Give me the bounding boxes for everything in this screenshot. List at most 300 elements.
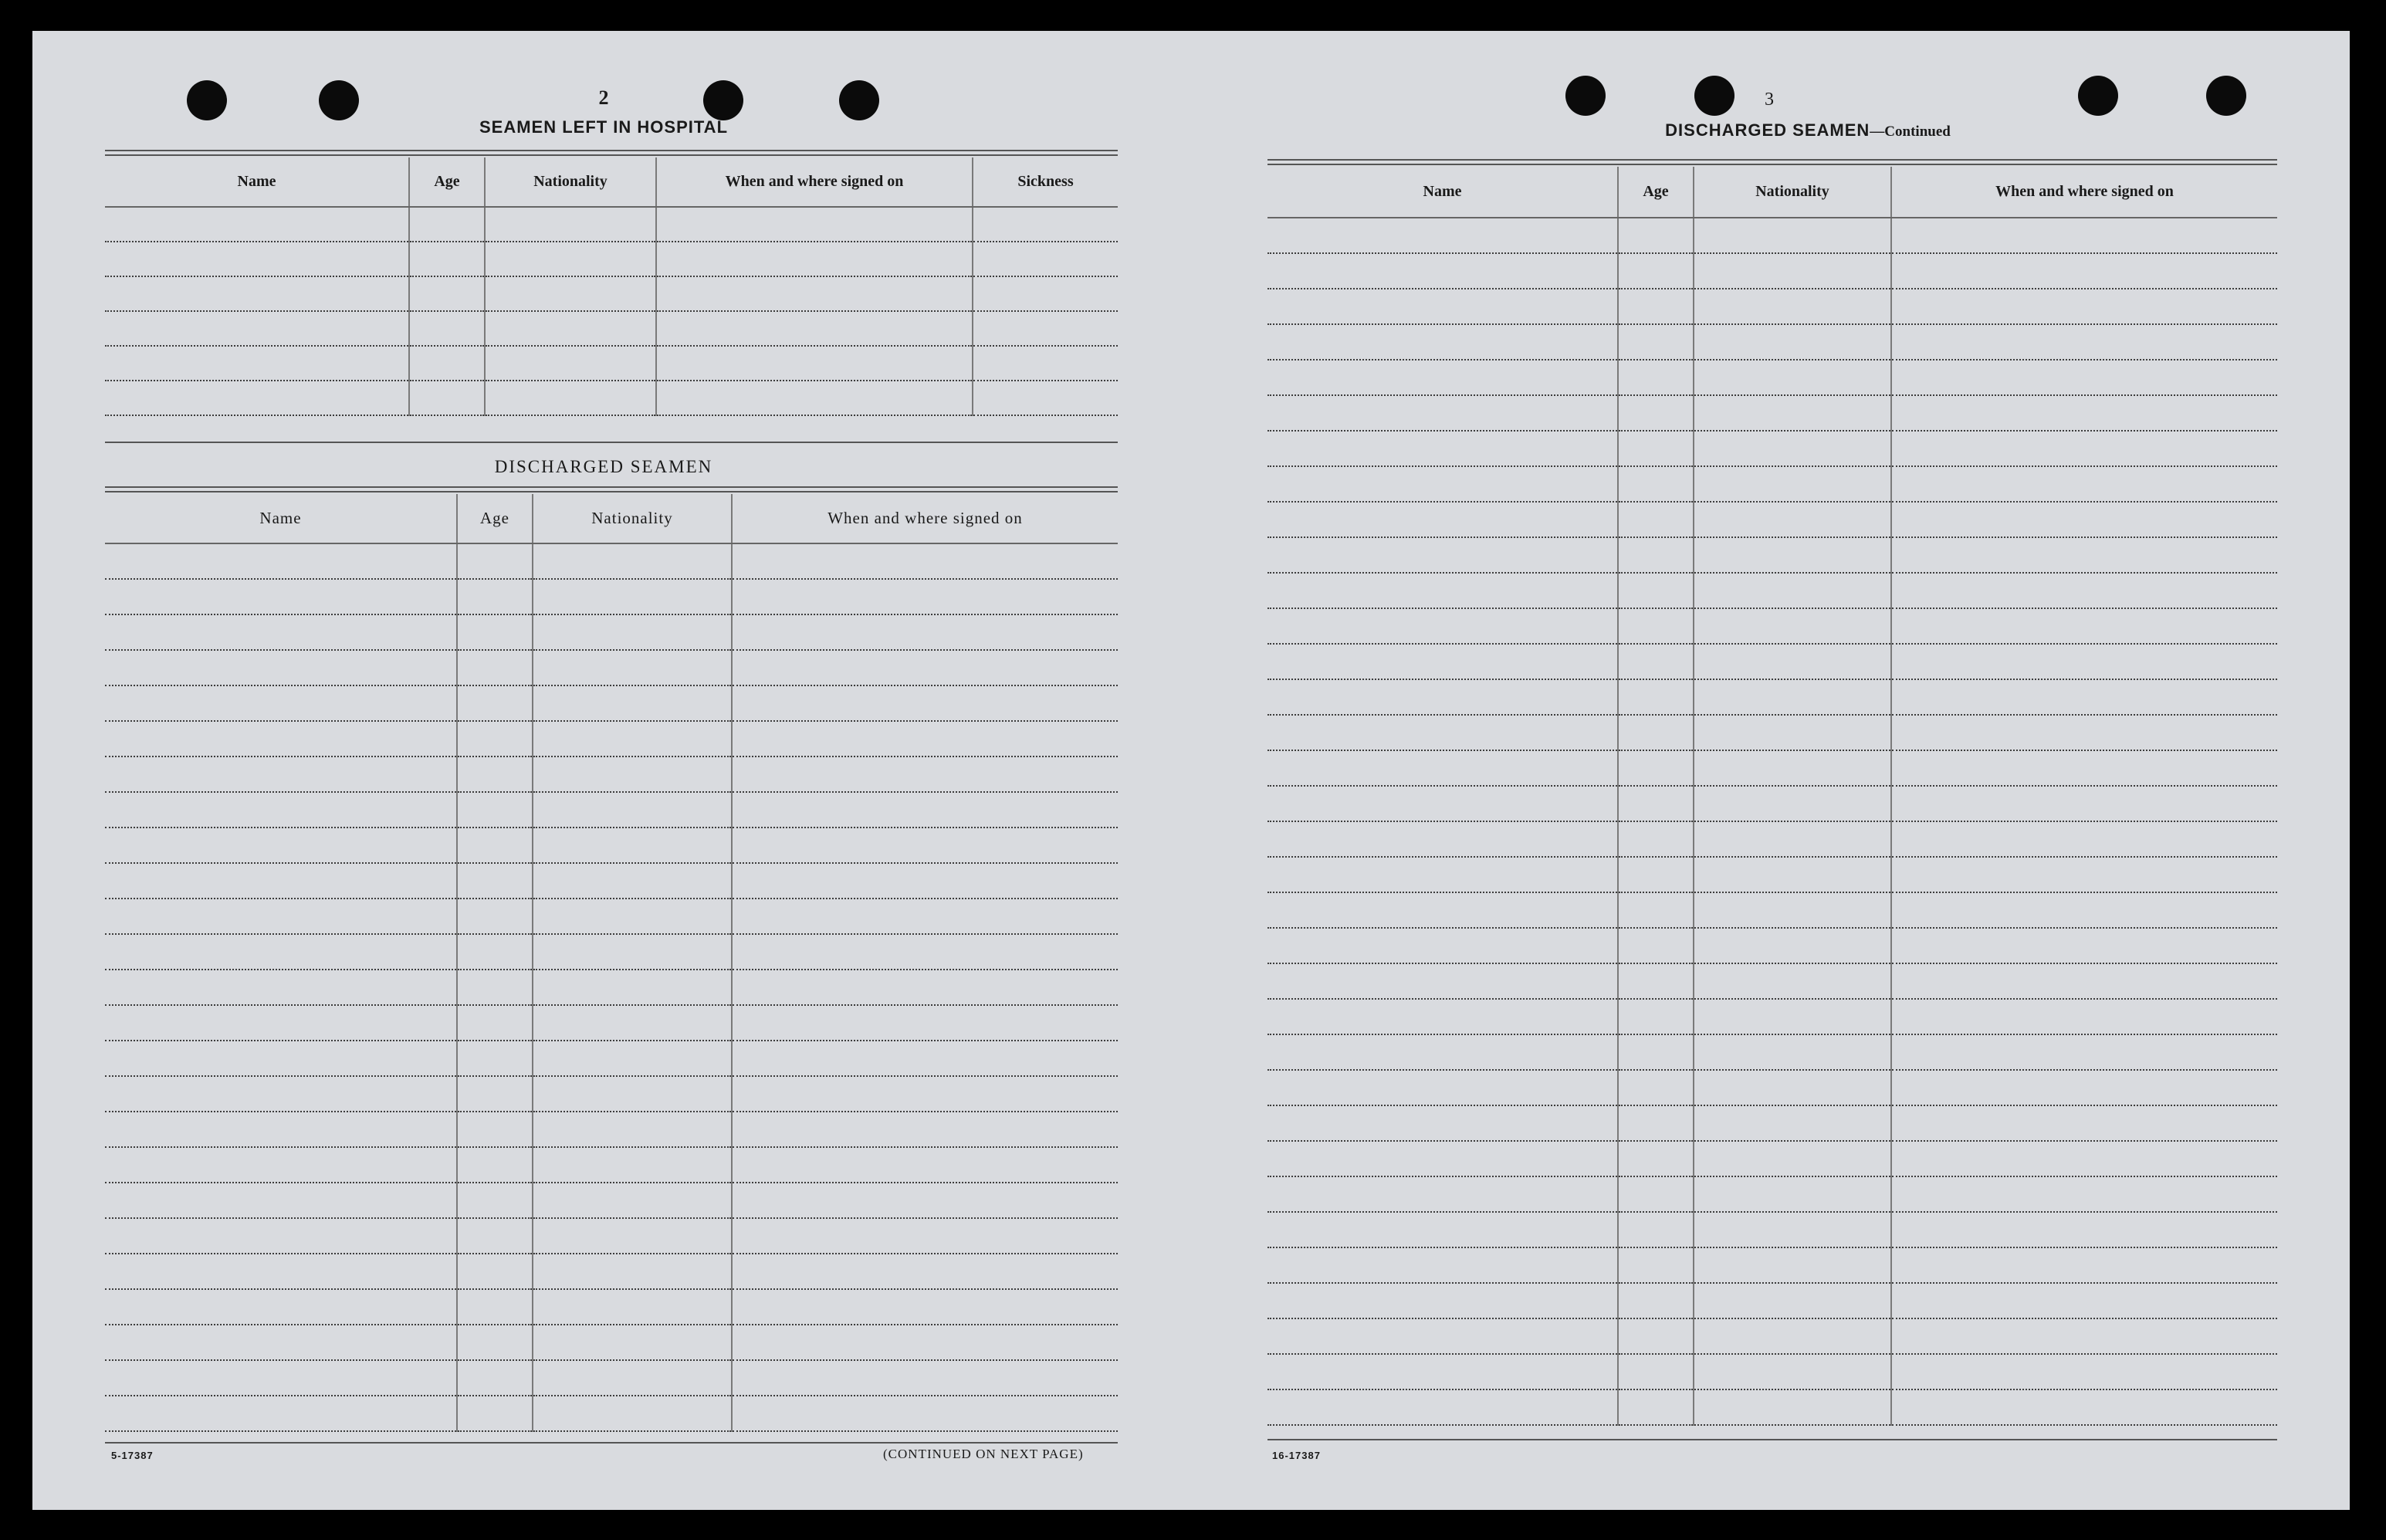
blank-cell [105, 346, 409, 381]
column-header-name: Name [1267, 167, 1618, 218]
blank-entry-row [1267, 573, 2277, 608]
blank-cell [105, 1289, 457, 1325]
blank-cell [1267, 1176, 1618, 1212]
blank-entry-row [1267, 431, 2277, 466]
blank-entry-row [105, 934, 1118, 970]
column-header-sickness: Sickness [973, 157, 1118, 207]
blank-cell [1891, 715, 2277, 750]
blank-cell [732, 756, 1118, 792]
blank-cell [1891, 1247, 2277, 1283]
blank-cell [1618, 1034, 1694, 1070]
column-header-signed-on: When and where signed on [1891, 167, 2277, 218]
blank-cell [1618, 218, 1694, 253]
blank-cell [1618, 1070, 1694, 1105]
blank-cell [1618, 750, 1694, 786]
blank-cell [105, 579, 457, 614]
blank-cell [1618, 289, 1694, 324]
blank-cell [1267, 750, 1618, 786]
blank-cell [1618, 1141, 1694, 1176]
blank-cell [1891, 1141, 2277, 1176]
blank-cell [1618, 1105, 1694, 1141]
bottom-rule [1267, 1439, 2277, 1440]
blank-cell [533, 863, 732, 899]
blank-cell [1891, 608, 2277, 644]
blank-cell [656, 242, 973, 276]
blank-entry-row [1267, 324, 2277, 360]
blank-cell [533, 970, 732, 1005]
blank-entry-row [1267, 750, 2277, 786]
blank-cell [1618, 1389, 1694, 1425]
blank-entry-row [105, 276, 1118, 311]
blank-cell [1267, 1318, 1618, 1354]
blank-cell [1694, 679, 1891, 715]
blank-cell [457, 970, 533, 1005]
left-page [32, 31, 1190, 1510]
blank-cell [105, 792, 457, 828]
blank-cell [732, 1041, 1118, 1076]
continued-note: (CONTINUED ON NEXT PAGE) [883, 1447, 1084, 1461]
blank-cell [533, 934, 732, 970]
punch-hole [839, 80, 879, 120]
blank-entry-row [1267, 395, 2277, 431]
blank-entry-row [105, 970, 1118, 1005]
blank-cell [732, 792, 1118, 828]
title-double-rule [105, 486, 1118, 492]
blank-cell [1267, 1105, 1618, 1141]
form-number: 16-17387 [1272, 1450, 1321, 1461]
blank-cell [1267, 928, 1618, 963]
blank-entry-row [105, 685, 1118, 721]
blank-cell [656, 207, 973, 242]
blank-cell [457, 614, 533, 650]
blank-cell [457, 828, 533, 863]
blank-cell [485, 207, 656, 242]
blank-cell [457, 1112, 533, 1147]
blank-cell [1891, 1176, 2277, 1212]
blank-cell [105, 1396, 457, 1431]
blank-cell [1618, 963, 1694, 999]
blank-cell [1891, 1283, 2277, 1318]
blank-cell [1891, 928, 2277, 963]
blank-cell [1891, 786, 2277, 821]
blank-cell [732, 1289, 1118, 1325]
blank-cell [105, 650, 457, 685]
blank-cell [105, 1005, 457, 1041]
column-header-signed-on: When and where signed on [656, 157, 973, 207]
blank-entry-row [1267, 1283, 2277, 1318]
blank-cell [533, 579, 732, 614]
blank-cell [1694, 1176, 1891, 1212]
blank-cell [1694, 750, 1891, 786]
blank-cell [973, 346, 1118, 381]
blank-cell [533, 1360, 732, 1396]
blank-cell [656, 381, 973, 415]
blank-entry-row [1267, 715, 2277, 750]
blank-cell [105, 1041, 457, 1076]
bottom-rule [105, 1442, 1118, 1444]
blank-cell [1267, 821, 1618, 857]
blank-entry-row [1267, 928, 2277, 963]
blank-cell [732, 721, 1118, 756]
blank-cell [732, 1254, 1118, 1289]
column-header-name: Name [105, 157, 409, 207]
blank-cell [1694, 1105, 1891, 1141]
blank-cell [457, 1183, 533, 1218]
blank-cell [1267, 573, 1618, 608]
blank-cell [457, 721, 533, 756]
blank-entry-row [1267, 1141, 2277, 1176]
blank-cell [1694, 1212, 1891, 1247]
blank-cell [533, 792, 732, 828]
blank-cell [1694, 1318, 1891, 1354]
blank-cell [1618, 1354, 1694, 1389]
blank-cell [973, 242, 1118, 276]
blank-cell [1891, 1070, 2277, 1105]
blank-cell [732, 543, 1118, 579]
blank-entry-row [105, 1112, 1118, 1147]
blank-cell [1267, 715, 1618, 750]
blank-cell [533, 756, 732, 792]
blank-cell [457, 1218, 533, 1254]
punch-hole [187, 80, 227, 120]
blank-cell [105, 970, 457, 1005]
blank-cell [105, 1076, 457, 1112]
blank-cell [533, 721, 732, 756]
blank-cell [1267, 253, 1618, 289]
blank-entry-row [1267, 1034, 2277, 1070]
blank-cell [105, 1360, 457, 1396]
blank-cell [732, 1325, 1118, 1360]
blank-cell [1267, 1034, 1618, 1070]
column-header-age: Age [409, 157, 485, 207]
blank-entry-row [1267, 1105, 2277, 1141]
blank-cell [1618, 1212, 1694, 1247]
blank-cell [1267, 537, 1618, 573]
blank-cell [732, 1076, 1118, 1112]
blank-cell [457, 579, 533, 614]
blank-cell [105, 721, 457, 756]
blank-cell [656, 346, 973, 381]
blank-cell [1891, 360, 2277, 395]
blank-cell [1618, 537, 1694, 573]
blank-cell [1694, 1389, 1891, 1425]
blank-entry-row [105, 543, 1118, 579]
blank-entry-row [1267, 999, 2277, 1034]
blank-cell [1694, 1247, 1891, 1283]
blank-cell [732, 1183, 1118, 1218]
blank-entry-row [105, 614, 1118, 650]
blank-cell [1891, 963, 2277, 999]
blank-cell [409, 242, 485, 276]
blank-cell [732, 685, 1118, 721]
blank-cell [973, 311, 1118, 346]
blank-cell [1891, 573, 2277, 608]
blank-cell [457, 685, 533, 721]
blank-entry-row [1267, 786, 2277, 821]
discharged-table-body [105, 543, 1118, 1431]
blank-cell [457, 899, 533, 934]
punch-hole [319, 80, 359, 120]
blank-cell [1618, 324, 1694, 360]
blank-cell [1694, 324, 1891, 360]
blank-cell [409, 311, 485, 346]
blank-cell [105, 1325, 457, 1360]
blank-entry-row [1267, 1389, 2277, 1425]
blank-cell [1267, 1212, 1618, 1247]
blank-cell [1267, 999, 1618, 1034]
blank-cell [1891, 679, 2277, 715]
blank-cell [973, 276, 1118, 311]
blank-cell [457, 1396, 533, 1431]
blank-entry-row [1267, 537, 2277, 573]
page-number: 3 [1765, 90, 1774, 110]
blank-cell [1618, 431, 1694, 466]
blank-cell [533, 543, 732, 579]
right-page [1190, 31, 2350, 1510]
blank-cell [105, 614, 457, 650]
blank-entry-row [1267, 821, 2277, 857]
blank-entry-row [1267, 1176, 2277, 1212]
blank-cell [533, 614, 732, 650]
blank-cell [1694, 1070, 1891, 1105]
blank-cell [457, 934, 533, 970]
blank-cell [1694, 537, 1891, 573]
blank-cell [409, 276, 485, 311]
blank-cell [105, 543, 457, 579]
blank-cell [732, 1396, 1118, 1431]
blank-cell [1694, 608, 1891, 644]
blank-cell [485, 311, 656, 346]
blank-cell [105, 1183, 457, 1218]
blank-cell [1618, 999, 1694, 1034]
punch-hole [2078, 76, 2118, 116]
blank-cell [1267, 1070, 1618, 1105]
blank-entry-row [1267, 608, 2277, 644]
blank-cell [1891, 218, 2277, 253]
blank-cell [732, 1218, 1118, 1254]
blank-cell [533, 1076, 732, 1112]
blank-cell [1618, 928, 1694, 963]
blank-cell [732, 828, 1118, 863]
blank-cell [732, 614, 1118, 650]
blank-cell [457, 792, 533, 828]
blank-cell [533, 650, 732, 685]
column-header-nationality: Nationality [533, 494, 732, 543]
blank-cell [457, 1325, 533, 1360]
blank-entry-row [105, 1183, 1118, 1218]
blank-cell [1618, 679, 1694, 715]
blank-cell [732, 579, 1118, 614]
blank-cell [1267, 786, 1618, 821]
blank-cell [485, 242, 656, 276]
blank-entry-row [1267, 289, 2277, 324]
blank-cell [1891, 466, 2277, 502]
blank-cell [1267, 963, 1618, 999]
blank-cell [1891, 1034, 2277, 1070]
blank-cell [973, 381, 1118, 415]
blank-cell [1694, 1283, 1891, 1318]
blank-entry-row [1267, 857, 2277, 892]
blank-cell [533, 685, 732, 721]
blank-cell [1267, 1283, 1618, 1318]
blank-cell [1618, 1318, 1694, 1354]
blank-cell [1891, 502, 2277, 537]
blank-entry-row [105, 207, 1118, 242]
blank-entry-row [105, 311, 1118, 346]
blank-entry-row [105, 1254, 1118, 1289]
blank-cell [1618, 573, 1694, 608]
blank-cell [1694, 360, 1891, 395]
blank-cell [105, 381, 409, 415]
blank-cell [409, 346, 485, 381]
blank-cell [533, 828, 732, 863]
blank-cell [656, 276, 973, 311]
scanned-form-spread [32, 31, 2350, 1510]
blank-entry-row [1267, 218, 2277, 253]
blank-entry-row [105, 863, 1118, 899]
blank-cell [1267, 1141, 1618, 1176]
blank-cell [1267, 608, 1618, 644]
punch-hole [703, 80, 743, 120]
blank-cell [533, 899, 732, 934]
blank-cell [1694, 1354, 1891, 1389]
section-title-text: DISCHARGED SEAMEN [1665, 120, 1870, 140]
blank-cell [1267, 360, 1618, 395]
blank-cell [1267, 857, 1618, 892]
blank-cell [457, 756, 533, 792]
column-header-age: Age [1618, 167, 1694, 218]
blank-cell [1694, 1141, 1891, 1176]
blank-cell [732, 863, 1118, 899]
column-header-signed-on: When and where signed on [732, 494, 1118, 543]
blank-entry-row [1267, 644, 2277, 679]
blank-cell [1694, 218, 1891, 253]
blank-cell [1618, 857, 1694, 892]
blank-entry-row [105, 756, 1118, 792]
blank-entry-row [105, 579, 1118, 614]
blank-cell [1694, 999, 1891, 1034]
blank-cell [1267, 324, 1618, 360]
blank-cell [105, 828, 457, 863]
blank-cell [1891, 1318, 2277, 1354]
blank-cell [1891, 857, 2277, 892]
blank-entry-row [105, 1360, 1118, 1396]
blank-cell [1891, 750, 2277, 786]
blank-cell [1694, 253, 1891, 289]
blank-cell [732, 899, 1118, 934]
blank-entry-row [1267, 1354, 2277, 1389]
blank-cell [1891, 1354, 2277, 1389]
blank-cell [732, 970, 1118, 1005]
blank-cell [533, 1289, 732, 1325]
punch-hole [1565, 76, 1606, 116]
blank-cell [105, 685, 457, 721]
blank-cell [105, 1218, 457, 1254]
blank-cell [1891, 1212, 2277, 1247]
blank-cell [457, 863, 533, 899]
blank-cell [105, 207, 409, 242]
blank-cell [457, 1076, 533, 1112]
blank-cell [105, 242, 409, 276]
blank-cell [1618, 786, 1694, 821]
blank-entry-row [1267, 360, 2277, 395]
blank-entry-row [105, 1147, 1118, 1183]
hospital-table [105, 157, 1118, 416]
blank-cell [1891, 644, 2277, 679]
blank-cell [105, 1147, 457, 1183]
blank-entry-row [1267, 679, 2277, 715]
blank-cell [1891, 999, 2277, 1034]
column-header-nationality: Nationality [1694, 167, 1891, 218]
blank-cell [1694, 431, 1891, 466]
blank-cell [1618, 466, 1694, 502]
title-double-rule [105, 150, 1118, 156]
blank-cell [1618, 715, 1694, 750]
blank-cell [1618, 821, 1694, 857]
blank-cell [457, 1041, 533, 1076]
blank-cell [533, 1112, 732, 1147]
blank-cell [1267, 1354, 1618, 1389]
blank-entry-row [1267, 253, 2277, 289]
blank-entry-row [105, 242, 1118, 276]
discharged-table [105, 494, 1118, 1432]
blank-cell [732, 1360, 1118, 1396]
blank-cell [1267, 218, 1618, 253]
blank-cell [105, 276, 409, 311]
blank-entry-row [105, 721, 1118, 756]
blank-entry-row [105, 1396, 1118, 1431]
blank-cell [457, 650, 533, 685]
blank-cell [1618, 253, 1694, 289]
blank-cell [1891, 395, 2277, 431]
column-header-name: Name [105, 494, 457, 543]
blank-cell [105, 899, 457, 934]
blank-entry-row [1267, 1070, 2277, 1105]
blank-cell [732, 1005, 1118, 1041]
blank-cell [105, 1254, 457, 1289]
blank-cell [533, 1183, 732, 1218]
blank-cell [732, 650, 1118, 685]
blank-entry-row [105, 792, 1118, 828]
section-title-suffix: —Continued [1870, 124, 1951, 140]
blank-cell [1618, 608, 1694, 644]
title-double-rule [1267, 159, 2277, 165]
blank-entry-row [105, 1218, 1118, 1254]
blank-cell [1267, 431, 1618, 466]
blank-cell [1891, 537, 2277, 573]
blank-cell [533, 1396, 732, 1431]
blank-cell [1618, 644, 1694, 679]
blank-cell [1618, 892, 1694, 928]
blank-entry-row [105, 381, 1118, 415]
blank-cell [656, 311, 973, 346]
blank-cell [1267, 1389, 1618, 1425]
punch-hole [2206, 76, 2246, 116]
blank-cell [973, 207, 1118, 242]
blank-cell [732, 934, 1118, 970]
blank-cell [457, 1289, 533, 1325]
blank-cell [1267, 395, 1618, 431]
section-rule [105, 442, 1118, 443]
blank-cell [1267, 289, 1618, 324]
blank-cell [1694, 289, 1891, 324]
blank-entry-row [105, 1041, 1118, 1076]
blank-cell [105, 863, 457, 899]
blank-cell [1694, 715, 1891, 750]
blank-cell [1694, 502, 1891, 537]
blank-entry-row [1267, 892, 2277, 928]
blank-cell [1694, 1034, 1891, 1070]
